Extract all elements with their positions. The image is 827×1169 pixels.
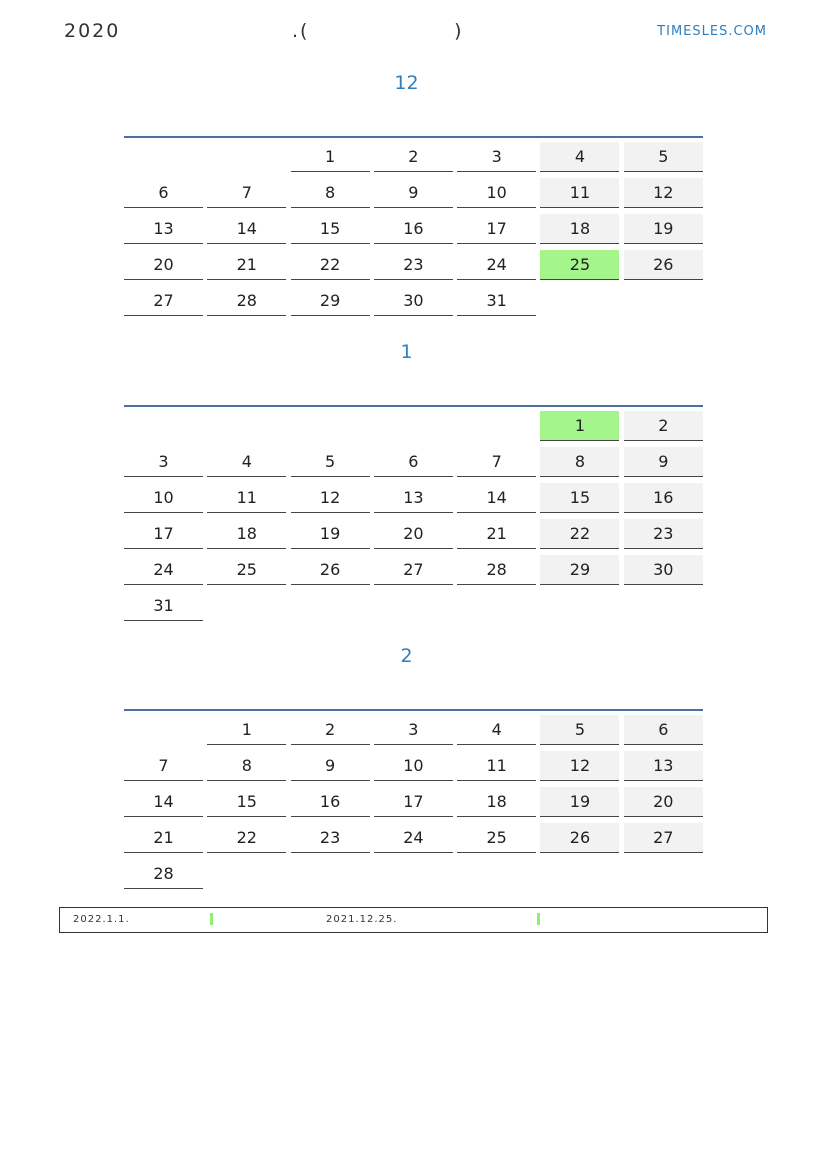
calendar-week-row [124,551,703,587]
calendar-week-row [124,783,703,819]
calendar-empty-cell [374,411,453,441]
calendar-day-cell[interactable]: 13 [124,214,203,244]
calendar-week-row [124,479,703,515]
calendar-day-cell[interactable]: 23 [291,823,370,853]
calendar-day-cell[interactable]: 7 [207,178,286,208]
calendar-empty-cell [624,859,703,889]
calendar-day-cell[interactable]: 16 [374,214,453,244]
calendar-day-cell[interactable]: 18 [207,519,286,549]
calendar-empty-cell [207,411,286,441]
calendar-day-cell[interactable]: 29 [540,555,619,585]
calendar-day-cell[interactable]: 6 [124,178,203,208]
calendar-day-cell[interactable]: 2 [624,411,703,441]
calendar-day-cell[interactable]: 2 [374,142,453,172]
calendar-empty-cell [457,411,536,441]
calendar-day-cell[interactable]: 9 [374,178,453,208]
calendar-empty-cell [540,859,619,889]
calendar-december [124,136,703,318]
calendar-day-cell[interactable]: 30 [624,555,703,585]
calendar-day-cell[interactable]: 14 [124,787,203,817]
calendar-day-cell[interactable]: 10 [374,751,453,781]
calendar-empty-cell [540,591,619,621]
calendar-day-cell[interactable]: 14 [457,483,536,513]
calendar-day-cell[interactable]: 31 [124,591,203,621]
calendar-empty-cell [540,286,619,316]
calendar-day-cell[interactable]: 3 [374,715,453,745]
calendar-day-cell[interactable]: 21 [124,823,203,853]
calendar-day-cell[interactable]: 26 [291,555,370,585]
calendar-day-cell[interactable]: 27 [624,823,703,853]
calendar-day-cell[interactable]: 1 [291,142,370,172]
calendar-empty-cell [457,591,536,621]
calendar-day-cell[interactable]: 9 [291,751,370,781]
calendar-day-cell[interactable]: 28 [124,859,203,889]
calendar-day-cell[interactable]: 24 [374,823,453,853]
month-title-december: 12 [394,72,419,94]
document-subtitle: .( ) [292,20,464,42]
calendar-day-cell[interactable]: 11 [207,483,286,513]
calendar-day-cell[interactable]: 24 [457,250,536,280]
calendar-empty-cell [291,591,370,621]
calendar-day-cell[interactable]: 23 [374,250,453,280]
calendar-week-row [124,515,703,551]
month-title-january: 1 [400,341,413,363]
calendar-empty-cell [207,859,286,889]
calendar-day-cell[interactable]: 9 [624,447,703,477]
calendar-empty-cell [207,142,286,172]
calendar-empty-cell [207,591,286,621]
calendar-empty-cell [291,859,370,889]
calendar-day-cell[interactable]: 16 [291,787,370,817]
calendar-day-cell[interactable]: 6 [624,715,703,745]
calendar-day-cell[interactable]: 13 [624,751,703,781]
calendar-day-cell[interactable]: 6 [374,447,453,477]
calendar-day-cell[interactable]: 22 [207,823,286,853]
calendar-february [124,709,703,891]
calendar-day-cell[interactable]: 8 [291,178,370,208]
calendar-week-row [124,210,703,246]
calendar-empty-cell [374,859,453,889]
calendar-day-cell[interactable]: 12 [624,178,703,208]
calendar-empty-cell [457,859,536,889]
calendar-day-cell[interactable]: 21 [207,250,286,280]
calendar-day-cell[interactable]: 10 [457,178,536,208]
calendar-empty-cell [124,411,203,441]
calendar-day-cell[interactable]: 28 [457,555,536,585]
calendar-day-cell[interactable]: 27 [374,555,453,585]
calendar-day-cell[interactable]: 26 [540,823,619,853]
calendar-day-cell[interactable]: 5 [540,715,619,745]
legend-mark-icon [537,913,540,925]
calendar-day-cell[interactable]: 25 [207,555,286,585]
brand-link[interactable]: TIMESLES.COM [657,24,767,39]
calendar-day-cell[interactable]: 17 [374,787,453,817]
calendar-day-cell[interactable]: 18 [457,787,536,817]
calendar-day-cell[interactable]: 25 [540,250,619,280]
calendar-day-cell[interactable]: 31 [457,286,536,316]
calendar-day-cell[interactable]: 20 [374,519,453,549]
calendar-day-cell[interactable]: 20 [124,250,203,280]
calendar-day-cell[interactable]: 15 [207,787,286,817]
calendar-empty-cell [374,591,453,621]
calendar-week-row [124,711,703,747]
calendar-day-cell[interactable]: 12 [540,751,619,781]
calendar-week-row [124,587,703,623]
calendar-day-cell[interactable]: 10 [124,483,203,513]
calendar-day-cell[interactable]: 4 [540,142,619,172]
calendar-day-cell[interactable]: 3 [124,447,203,477]
calendar-day-cell[interactable]: 1 [207,715,286,745]
calendar-day-cell[interactable]: 21 [457,519,536,549]
calendar-day-cell[interactable]: 3 [457,142,536,172]
calendar-week-row [124,407,703,443]
legend-box [59,907,768,933]
calendar-day-cell[interactable]: 15 [540,483,619,513]
calendar-day-cell[interactable]: 17 [457,214,536,244]
calendar-week-row [124,138,703,174]
calendar-day-cell[interactable]: 23 [624,519,703,549]
calendar-day-cell[interactable]: 7 [457,447,536,477]
calendar-day-cell[interactable]: 22 [540,519,619,549]
legend-note-1: 2022.1.1. [73,914,130,925]
calendar-day-cell[interactable]: 25 [457,823,536,853]
legend-mark-icon [210,913,213,925]
calendar-empty-cell [624,286,703,316]
calendar-day-cell[interactable]: 19 [624,214,703,244]
calendar-day-cell[interactable]: 8 [540,447,619,477]
calendar-day-cell[interactable]: 2 [291,715,370,745]
calendar-day-cell[interactable]: 28 [207,286,286,316]
calendar-day-cell[interactable]: 30 [374,286,453,316]
calendar-week-row [124,855,703,891]
calendar-week-row [124,174,703,210]
calendar-day-cell[interactable]: 22 [291,250,370,280]
calendar-day-cell[interactable]: 27 [124,286,203,316]
calendar-week-row [124,282,703,318]
calendar-empty-cell [624,591,703,621]
calendar-week-row [124,747,703,783]
calendar-january [124,405,703,623]
calendar-week-row [124,443,703,479]
month-title-february: 2 [400,645,413,667]
calendar-day-cell[interactable]: 14 [207,214,286,244]
calendar-day-cell[interactable]: 20 [624,787,703,817]
calendar-day-cell[interactable]: 4 [207,447,286,477]
calendar-day-cell[interactable]: 8 [207,751,286,781]
calendar-day-cell[interactable]: 11 [540,178,619,208]
calendar-day-cell[interactable]: 17 [124,519,203,549]
calendar-day-cell[interactable]: 7 [124,751,203,781]
calendar-day-cell[interactable]: 11 [457,751,536,781]
document-title: 2020 [64,20,121,42]
legend-note-2: 2021.12.25. [326,914,398,925]
calendar-day-cell[interactable]: 18 [540,214,619,244]
calendar-day-cell[interactable]: 5 [291,447,370,477]
calendar-empty-cell [124,715,203,745]
calendar-day-cell[interactable]: 15 [291,214,370,244]
calendar-day-cell[interactable]: 5 [624,142,703,172]
calendar-week-row [124,819,703,855]
calendar-day-cell[interactable]: 19 [291,519,370,549]
calendar-day-cell[interactable]: 12 [291,483,370,513]
calendar-day-cell[interactable]: 1 [540,411,619,441]
calendar-day-cell[interactable]: 19 [540,787,619,817]
calendar-day-cell[interactable]: 29 [291,286,370,316]
calendar-empty-cell [124,142,203,172]
calendar-day-cell[interactable]: 16 [624,483,703,513]
calendar-day-cell[interactable]: 26 [624,250,703,280]
calendar-day-cell[interactable]: 13 [374,483,453,513]
calendar-week-row [124,246,703,282]
calendar-day-cell[interactable]: 24 [124,555,203,585]
calendar-empty-cell [291,411,370,441]
calendar-day-cell[interactable]: 4 [457,715,536,745]
